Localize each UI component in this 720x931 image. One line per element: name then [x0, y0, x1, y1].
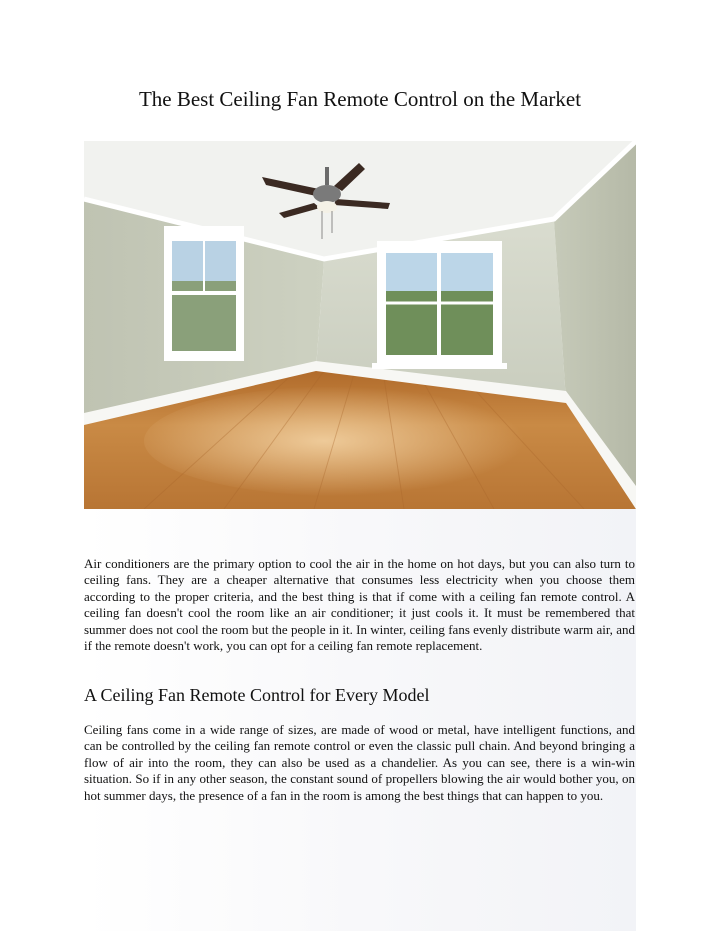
section-heading: A Ceiling Fan Remote Control for Every Model	[84, 685, 430, 705]
intro-paragraph: Air conditioners are the primary option to cool the air in the home on hot days, but you can also turn to ceiling fans. They are a cheaper alternative that consumes less electricity when you choose them according to the proper criteria, and the best thing is that if come with a ceiling fan remote control. A ceiling fan doesn't cool the room like an air conditioner; it just cools it. It must be remembered that summer does not cool the room but the people in it. In winter, ceiling fans evenly distribute warm air, and if the remote doesn't work, you can opt for a ceiling fan remote replacement.	[84, 556, 635, 654]
section-paragraph: Ceiling fans come in a wide range of sizes, are made of wood or metal, have intelligent functions, and can be controlled by the ceiling fan remote control or even the classic pull chain. And beyond bringing a flow of air into the room, they can also be used as a chandelier. As you can see, there is a win-win situation. So if in any other season, the constant sound of propellers blowing the air would bother you, on hot summer days, the presence of a fan in the room is among the best things that can happen to you.	[84, 722, 635, 803]
page-title: The Best Ceiling Fan Remote Control on the Market	[138, 87, 582, 111]
room-photo	[84, 141, 636, 509]
